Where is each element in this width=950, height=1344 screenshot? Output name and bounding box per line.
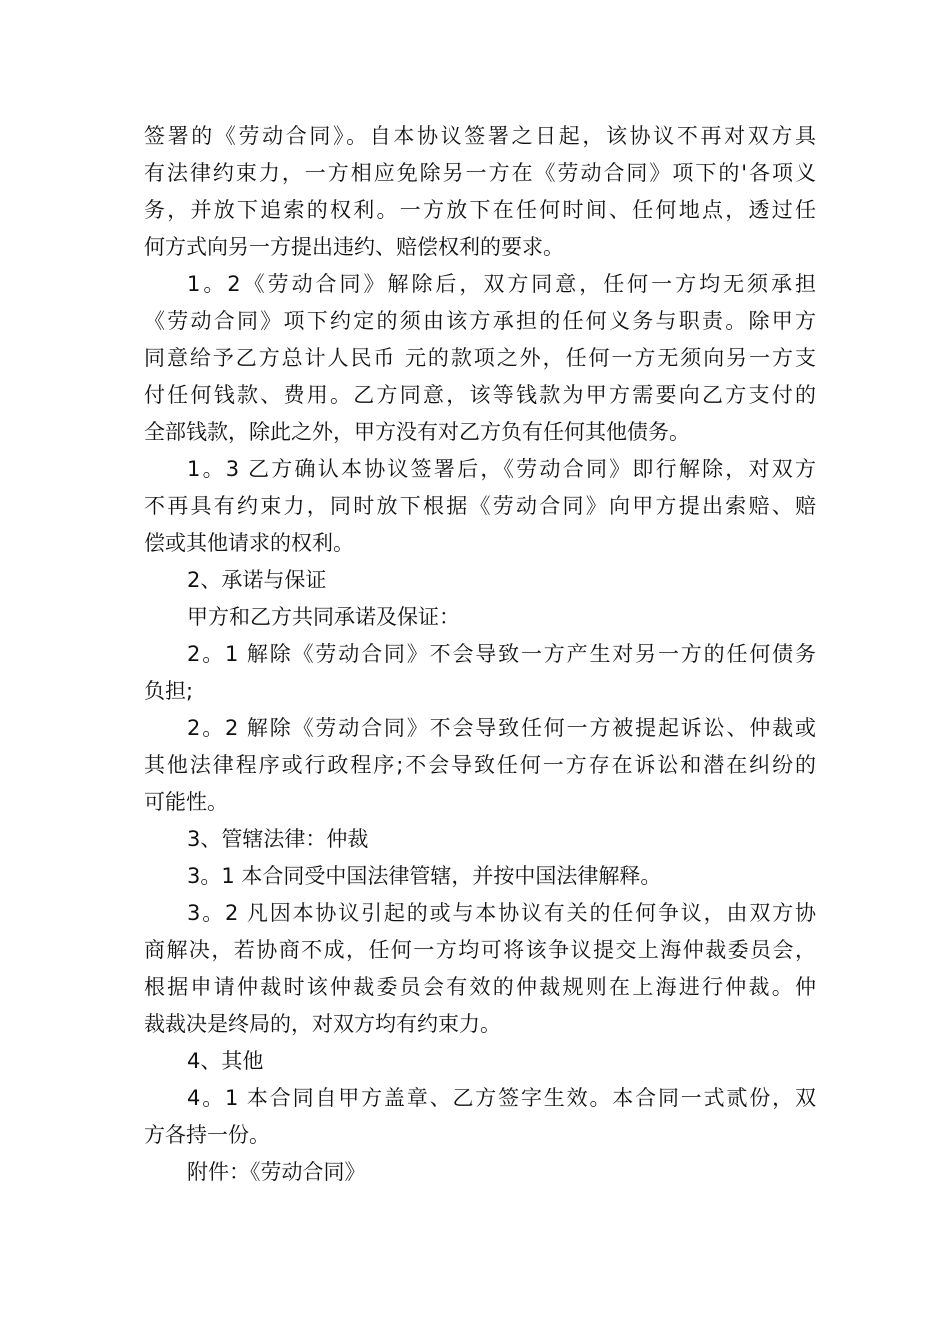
text-line: 可能性。 [144,790,228,814]
text-line: 其他法律程序或行政程序;不会导致任何一方存在诉讼和潜在纠纷的 [144,753,816,777]
text-line: 方各持一份。 [144,1123,270,1147]
text-line: 甲方和乙方共同承诺及保证： [187,605,460,629]
text-line: 签署的《劳动合同》。自本协议签署之日起，该协议不再对双方具 [144,124,816,148]
text-line: 根据申请仲裁时该仲裁委员会有效的仲裁规则在上海进行仲裁。仲 [144,975,816,999]
text-line: 不再具有约束力，同时放下根据《劳动合同》向甲方提出索赔、赔 [144,494,816,518]
text-line: 有法律约束力，一方相应免除另一方在《劳动合同》项下的'各项义 [144,161,816,185]
section-heading: 2、承诺与保证 [187,568,327,592]
text-line: 偿或其他请求的权利。 [144,531,354,555]
text-line: 负担; [144,679,194,703]
text-line: 全部钱款，除此之外，甲方没有对乙方负有任何其他债务。 [144,420,690,444]
text-line: 2。1 解除《劳动合同》不会导致一方产生对另一方的任何债务 [187,642,816,666]
text-line: 《劳动合同》项下约定的须由该方承担的任何义务与职责。除甲方 [144,309,816,333]
text-line: 何方式向另一方提出违约、赔偿权利的要求。 [144,235,564,259]
text-line: 1。3 乙方确认本协议签署后，《劳动合同》即行解除，对双方 [187,457,816,481]
text-line: 4。1 本合同自甲方盖章、乙方签字生效。本合同一式贰份，双 [187,1086,816,1110]
text-line: 商解决，若协商不成，任何一方均可将该争议提交上海仲裁委员会， [144,938,816,962]
section-heading: 3、管辖法律：仲裁 [187,827,369,851]
text-line: 2。2 解除《劳动合同》不会导致任何一方被提起诉讼、仲裁或 [187,716,816,740]
text-line: 付任何钱款、费用。乙方同意，该等钱款为甲方需要向乙方支付的 [144,383,816,407]
attachment-line: 附件：《劳动合同》 [187,1160,366,1184]
text-line: 3。2 凡因本协议引起的或与本协议有关的任何争议，由双方协 [187,901,816,925]
text-line: 同意给予乙方总计人民币 元的款项之外，任何一方无须向另一方支 [144,346,816,370]
section-heading: 4、其他 [187,1049,264,1073]
text-line: 1。2《劳动合同》解除后，双方同意，任何一方均无须承担 [187,272,816,296]
text-line: 3。1 本合同受中国法律管辖，并按中国法律解释。 [187,864,662,888]
text-line: 裁裁决是终局的，对双方均有约束力。 [144,1012,501,1036]
text-line: 务，并放下追索的权利。一方放下在任何时间、任何地点，透过任 [144,198,816,222]
